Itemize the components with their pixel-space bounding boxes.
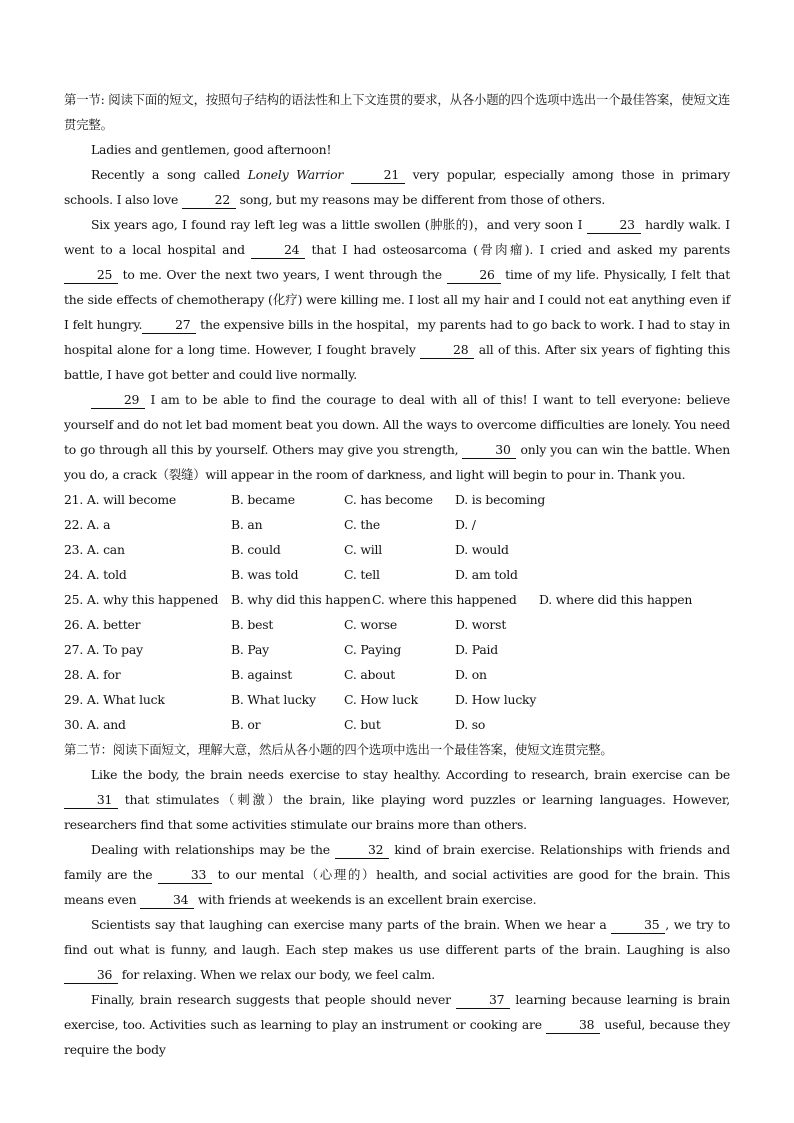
song-title: Lonely Warrior <box>247 167 344 182</box>
option-21-d: D. is becoming <box>455 492 546 507</box>
option-22-d: D. / <box>455 517 476 532</box>
options-row-22 <box>64 512 730 537</box>
option-25-c: C. where this happened <box>372 592 517 607</box>
passage1-greeting: Ladies and gentlemen, good afternoon! <box>91 142 332 157</box>
option-23-b: B. could <box>231 542 281 557</box>
option-22-b: B. an <box>231 517 263 532</box>
text-segment: that I had osteosarcoma (骨肉瘤). I cried and asked my parents <box>305 242 730 257</box>
option-28-d: D. on <box>455 667 487 682</box>
blank-24: 24 <box>251 242 305 259</box>
option-24-b: B. was told <box>231 567 299 582</box>
option-25-b: B. why did this happen <box>231 592 371 607</box>
text-segment: that stimulates（刺激）the brain, like playing word puzzles or learning languages. However, researchers find that some activities stimulate our brains more than others. <box>64 792 730 832</box>
option-27-a: 27. A. To pay <box>64 642 143 657</box>
blank-23: 23 <box>587 217 641 234</box>
text-segment: useful, because they require the body <box>64 1017 731 1057</box>
option-28-c: C. about <box>344 667 396 682</box>
passage2-paragraph-1 <box>64 762 730 837</box>
blank-30: 30 <box>462 442 516 459</box>
options-row-28 <box>64 662 730 687</box>
section2-heading: 第二节：阅读下面短文，理解大意，然后从各小题的四个选项中选出一个最佳答案，使短文连贯完整。 <box>64 742 613 757</box>
option-27-c: C. Paying <box>344 642 402 657</box>
text-segment: time of my life. Physically, I felt that the side effects of chemotherapy (化疗) were killing me. I lost all my hair and I could not eat anything even if I felt hungry. <box>64 267 730 332</box>
blank-37: 37 <box>456 992 510 1009</box>
option-28-a: 28. A. for <box>64 667 121 682</box>
options-row-23 <box>64 537 730 562</box>
blank-38: 38 <box>546 1017 600 1034</box>
option-26-a: 26. A. better <box>64 617 141 632</box>
blank-21: 21 <box>351 167 405 184</box>
options-row-25 <box>64 587 730 612</box>
option-23-a: 23. A. can <box>64 542 125 557</box>
text-segment: Dealing with relationships may be the <box>91 842 336 857</box>
options-row-27 <box>64 637 730 662</box>
option-21-c: C. has become <box>344 492 433 507</box>
option-29-c: C. How luck <box>344 692 418 707</box>
option-24-c: C. tell <box>344 567 380 582</box>
blank-29: 29 <box>91 392 145 409</box>
text-segment: to me. Over the next two years, I went through the <box>118 267 447 282</box>
option-30-c: C. but <box>344 717 381 732</box>
options-row-26 <box>64 612 730 637</box>
text-segment: I am to be able to find the courage to deal with all of this! I want to tell everyone: believe yourself and do not let bad moment beat you down. All the ways to overcome difficulties are lonely. You need to go through all this by yourself. Others may give you strength, <box>64 392 730 457</box>
passage2-paragraph-4 <box>64 987 730 1062</box>
blank-31: 31 <box>64 792 118 809</box>
option-22-c: C. the <box>344 517 381 532</box>
option-30-b: B. or <box>231 717 261 732</box>
blank-22: 22 <box>182 192 236 209</box>
text-segment: kind of brain exercise. Relationships with friends and family are the <box>64 842 731 882</box>
text-segment: Recently a song called <box>91 167 248 182</box>
text-segment: very popular, especially among those in primary schools. I also love <box>64 167 730 207</box>
passage1-paragraph-2 <box>64 212 730 387</box>
options-row-30 <box>64 712 730 737</box>
text-segment: Scientists say that laughing can exercise many parts of the brain. When we hear a <box>91 917 612 932</box>
text-segment: Finally, brain research suggests that people should never <box>91 992 457 1007</box>
passage2-paragraph-3 <box>64 912 730 987</box>
options-row-21 <box>64 487 730 512</box>
text-segment: , we try to find out what is funny, and laugh. Each step makes us use different parts of the brain. Laughing is also <box>64 917 730 957</box>
option-23-c: C. will <box>344 542 383 557</box>
blank-32: 32 <box>335 842 389 859</box>
option-29-a: 29. A. What luck <box>64 692 165 707</box>
text-segment: only you can win the battle. When you do, a crack（裂缝）will appear in the room of darkness, and light will begin to pour in. Thank you. <box>64 442 730 482</box>
option-28-b: B. against <box>231 667 292 682</box>
text-segment: hardly walk. I went to a local hospital and <box>64 217 730 257</box>
option-30-d: D. so <box>455 717 486 732</box>
options-list <box>64 487 730 737</box>
blank-25: 25 <box>64 267 118 284</box>
options-row-29 <box>64 687 730 712</box>
text-segment: to our mental（心理的）health, and social activities are good for the brain. This means even <box>64 867 730 907</box>
text-segment: all of this. After six years of fighting this battle, I have got better and could live normally. <box>64 342 730 382</box>
option-23-d: D. would <box>455 542 509 557</box>
option-27-d: D. Paid <box>455 642 499 657</box>
text-segment: for relaxing. When we relax our body, we feel calm. <box>118 967 436 982</box>
option-22-a: 22. A. a <box>64 517 111 532</box>
passage1-paragraph-1 <box>64 162 730 212</box>
option-26-b: B. best <box>231 617 274 632</box>
text-segment: the expensive bills in the hospital，my parents had to go back to work. I had to stay in hospital alone for a long time. However, I fought bravely <box>64 317 730 357</box>
blank-36: 36 <box>64 967 118 984</box>
text-segment: learning because learning is brain exercise, too. Activities such as learning to play an instrument or cooking are <box>64 992 731 1032</box>
section1-heading: 第一节: 阅读下面的短文，按照句子结构的语法性和上下文连贯的要求，从各小题的四个选项中选出一个最佳答案，使短文连贯完整。 <box>64 92 731 132</box>
text-segment: Like the body, the brain needs exercise to stay healthy. According to research, brain exercise can be <box>91 767 730 782</box>
options-row-24 <box>64 562 730 587</box>
option-24-d: D. am told <box>455 567 518 582</box>
blank-26: 26 <box>447 267 501 284</box>
worksheet-page <box>64 87 730 1062</box>
blank-33: 33 <box>158 867 212 884</box>
option-26-c: C. worse <box>344 617 397 632</box>
text-segment: Six years ago, I found ray left leg was a little swollen (肿胀的)，and very soon I <box>91 217 587 232</box>
option-21-b: B. became <box>231 492 295 507</box>
blank-34: 34 <box>140 892 194 909</box>
blank-35: 35 <box>611 917 665 934</box>
option-21-a: 21. A. will become <box>64 492 177 507</box>
passage1-paragraph-3 <box>64 387 730 487</box>
option-30-a: 30. A. and <box>64 717 126 732</box>
option-29-d: D. How lucky <box>455 692 537 707</box>
text-segment: with friends at weekends is an excellent brain exercise. <box>194 892 537 907</box>
option-25-d: D. where did this happen <box>539 592 693 607</box>
option-25-a: 25. A. why this happened <box>64 592 219 607</box>
passage2-paragraph-2 <box>64 837 730 912</box>
option-29-b: B. What lucky <box>231 692 316 707</box>
blank-27: 27 <box>142 317 196 334</box>
option-27-b: B. Pay <box>231 642 269 657</box>
option-24-a: 24. A. told <box>64 567 127 582</box>
blank-28: 28 <box>420 342 474 359</box>
text-segment: song, but my reasons may be different from those of others. <box>235 192 606 207</box>
option-26-d: D. worst <box>455 617 507 632</box>
